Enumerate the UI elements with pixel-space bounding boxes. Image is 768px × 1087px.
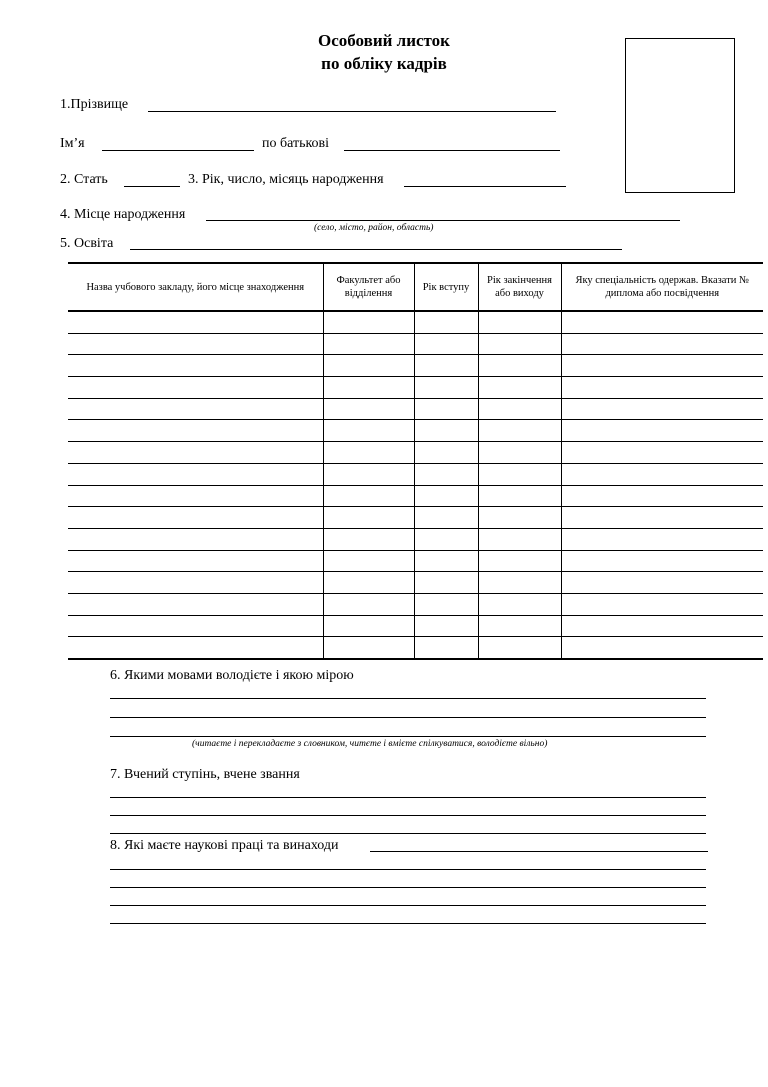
table-cell[interactable] [68, 593, 323, 615]
table-cell[interactable] [414, 333, 478, 355]
table-cell[interactable] [414, 377, 478, 399]
table-row [68, 550, 763, 572]
table-cell[interactable] [68, 442, 323, 464]
surname-input-line[interactable] [148, 111, 556, 112]
table-cell[interactable] [561, 485, 763, 507]
table-cell[interactable] [323, 572, 414, 594]
table-cell[interactable] [68, 615, 323, 637]
table-cell[interactable] [478, 593, 561, 615]
table-cell[interactable] [478, 333, 561, 355]
table-cell[interactable] [478, 463, 561, 485]
header-faculty: Факультет або відділення [323, 263, 414, 311]
table-cell[interactable] [414, 615, 478, 637]
table-cell[interactable] [478, 485, 561, 507]
works-label: 8. Які маєте наукові праці та винаходи [110, 838, 339, 853]
patronymic-input-line[interactable] [344, 150, 560, 151]
table-cell[interactable] [478, 507, 561, 529]
table-cell[interactable] [478, 550, 561, 572]
table-cell[interactable] [478, 377, 561, 399]
table-cell[interactable] [561, 507, 763, 529]
table-cell[interactable] [323, 507, 414, 529]
table-cell[interactable] [561, 572, 763, 594]
table-cell[interactable] [561, 355, 763, 377]
table-cell[interactable] [323, 485, 414, 507]
table-row [68, 507, 763, 529]
table-cell[interactable] [414, 398, 478, 420]
table-cell[interactable] [68, 572, 323, 594]
table-cell[interactable] [561, 593, 763, 615]
table-cell[interactable] [561, 311, 763, 333]
table-cell[interactable] [414, 528, 478, 550]
languages-label: 6. Якими мовами володієте і якою мірою [110, 668, 354, 683]
education-table [68, 262, 763, 660]
table-cell[interactable] [68, 550, 323, 572]
table-row [68, 615, 763, 637]
table-cell[interactable] [478, 355, 561, 377]
sex-input-line[interactable] [124, 186, 180, 187]
table-cell[interactable] [68, 355, 323, 377]
table-cell[interactable] [323, 463, 414, 485]
languages-hint: (читаєте і перекладаєте з словником, читєте і вмієте спілкуватися, володієте вільно) [192, 739, 548, 749]
table-row [68, 333, 763, 355]
languages-line-2[interactable] [110, 717, 706, 718]
table-cell[interactable] [323, 333, 414, 355]
degree-label: 7. Вчений ступінь, вчене звання [110, 767, 300, 782]
table-cell[interactable] [323, 593, 414, 615]
table-cell[interactable] [68, 311, 323, 333]
table-row [68, 593, 763, 615]
table-cell[interactable] [478, 572, 561, 594]
table-cell[interactable] [68, 398, 323, 420]
table-cell[interactable] [323, 377, 414, 399]
degree-line-3[interactable] [110, 833, 706, 834]
table-cell[interactable] [478, 311, 561, 333]
header-institution: Назва учбового закладу, його місце знаходження [68, 263, 323, 311]
works-line-3[interactable] [110, 905, 706, 906]
table-cell[interactable] [323, 398, 414, 420]
table-cell[interactable] [323, 615, 414, 637]
table-cell[interactable] [68, 420, 323, 442]
header-graduation-year: Рік закінчення або виходу [478, 263, 561, 311]
works-input-line[interactable] [370, 851, 708, 852]
table-cell[interactable] [478, 398, 561, 420]
birth-date-label: 3. Рік, число, місяць народження [188, 172, 384, 187]
table-cell[interactable] [561, 550, 763, 572]
table-cell[interactable] [68, 485, 323, 507]
table-cell[interactable] [478, 637, 561, 659]
form-title-line1: Особовий листок [318, 31, 450, 50]
table-cell[interactable] [68, 463, 323, 485]
table-cell[interactable] [561, 528, 763, 550]
table-cell[interactable] [561, 420, 763, 442]
table-row [68, 528, 763, 550]
surname-label: 1.Прізвище [60, 97, 129, 112]
table-cell[interactable] [561, 398, 763, 420]
education-label: 5. Освіта [60, 236, 114, 251]
table-row [68, 572, 763, 594]
table-cell[interactable] [414, 420, 478, 442]
table-row [68, 637, 763, 659]
languages-line-3[interactable] [110, 736, 706, 737]
table-cell[interactable] [414, 355, 478, 377]
table-cell[interactable] [561, 615, 763, 637]
sex-label: 2. Стать [60, 172, 108, 187]
works-line-1[interactable] [110, 869, 706, 870]
table-cell[interactable] [68, 637, 323, 659]
table-row [68, 311, 763, 333]
table-row [68, 398, 763, 420]
table-cell[interactable] [323, 311, 414, 333]
table-cell[interactable] [323, 442, 414, 464]
degree-line-1[interactable] [110, 797, 706, 798]
works-line-4[interactable] [110, 923, 706, 924]
birth-place-input-line[interactable] [206, 220, 680, 221]
table-cell[interactable] [414, 463, 478, 485]
birth-place-hint: (село, місто, район, область) [314, 223, 434, 233]
table-cell[interactable] [561, 442, 763, 464]
table-cell[interactable] [561, 333, 763, 355]
table-row [68, 420, 763, 442]
table-cell[interactable] [414, 550, 478, 572]
table-cell[interactable] [478, 615, 561, 637]
table-cell[interactable] [68, 333, 323, 355]
table-cell[interactable] [414, 572, 478, 594]
first-name-label: Ім’я [60, 136, 85, 151]
table-cell[interactable] [323, 550, 414, 572]
table-cell[interactable] [68, 528, 323, 550]
table-row [68, 377, 763, 399]
form-title-line2: по обліку кадрів [321, 54, 447, 73]
table-row [68, 442, 763, 464]
table-cell[interactable] [414, 311, 478, 333]
table-cell[interactable] [414, 637, 478, 659]
table-cell[interactable] [323, 528, 414, 550]
table-cell[interactable] [478, 528, 561, 550]
header-entry-year: Рік вступу [414, 263, 478, 311]
table-cell[interactable] [323, 355, 414, 377]
table-cell[interactable] [323, 637, 414, 659]
birth-place-label: 4. Місце народження [60, 207, 186, 222]
table-cell[interactable] [478, 420, 561, 442]
table-cell[interactable] [323, 420, 414, 442]
first-name-input-line[interactable] [102, 150, 254, 151]
works-line-2[interactable] [110, 887, 706, 888]
table-row [68, 463, 763, 485]
table-cell[interactable] [414, 442, 478, 464]
table-row [68, 485, 763, 507]
languages-line-1[interactable] [110, 698, 706, 699]
table-cell[interactable] [561, 637, 763, 659]
table-cell[interactable] [68, 377, 323, 399]
education-input-line[interactable] [130, 249, 622, 250]
table-cell[interactable] [68, 507, 323, 529]
table-cell[interactable] [414, 485, 478, 507]
patronymic-label: по батькові [262, 136, 330, 151]
table-cell[interactable] [561, 463, 763, 485]
table-cell[interactable] [561, 377, 763, 399]
table-cell[interactable] [414, 507, 478, 529]
degree-line-2[interactable] [110, 815, 706, 816]
table-cell[interactable] [478, 442, 561, 464]
photo-box [625, 38, 735, 193]
header-specialty: Яку спеціальність одержав. Вказати № диплома або посвідчення [561, 263, 763, 311]
birth-date-input-line[interactable] [404, 186, 566, 187]
table-cell[interactable] [414, 593, 478, 615]
table-row [68, 355, 763, 377]
